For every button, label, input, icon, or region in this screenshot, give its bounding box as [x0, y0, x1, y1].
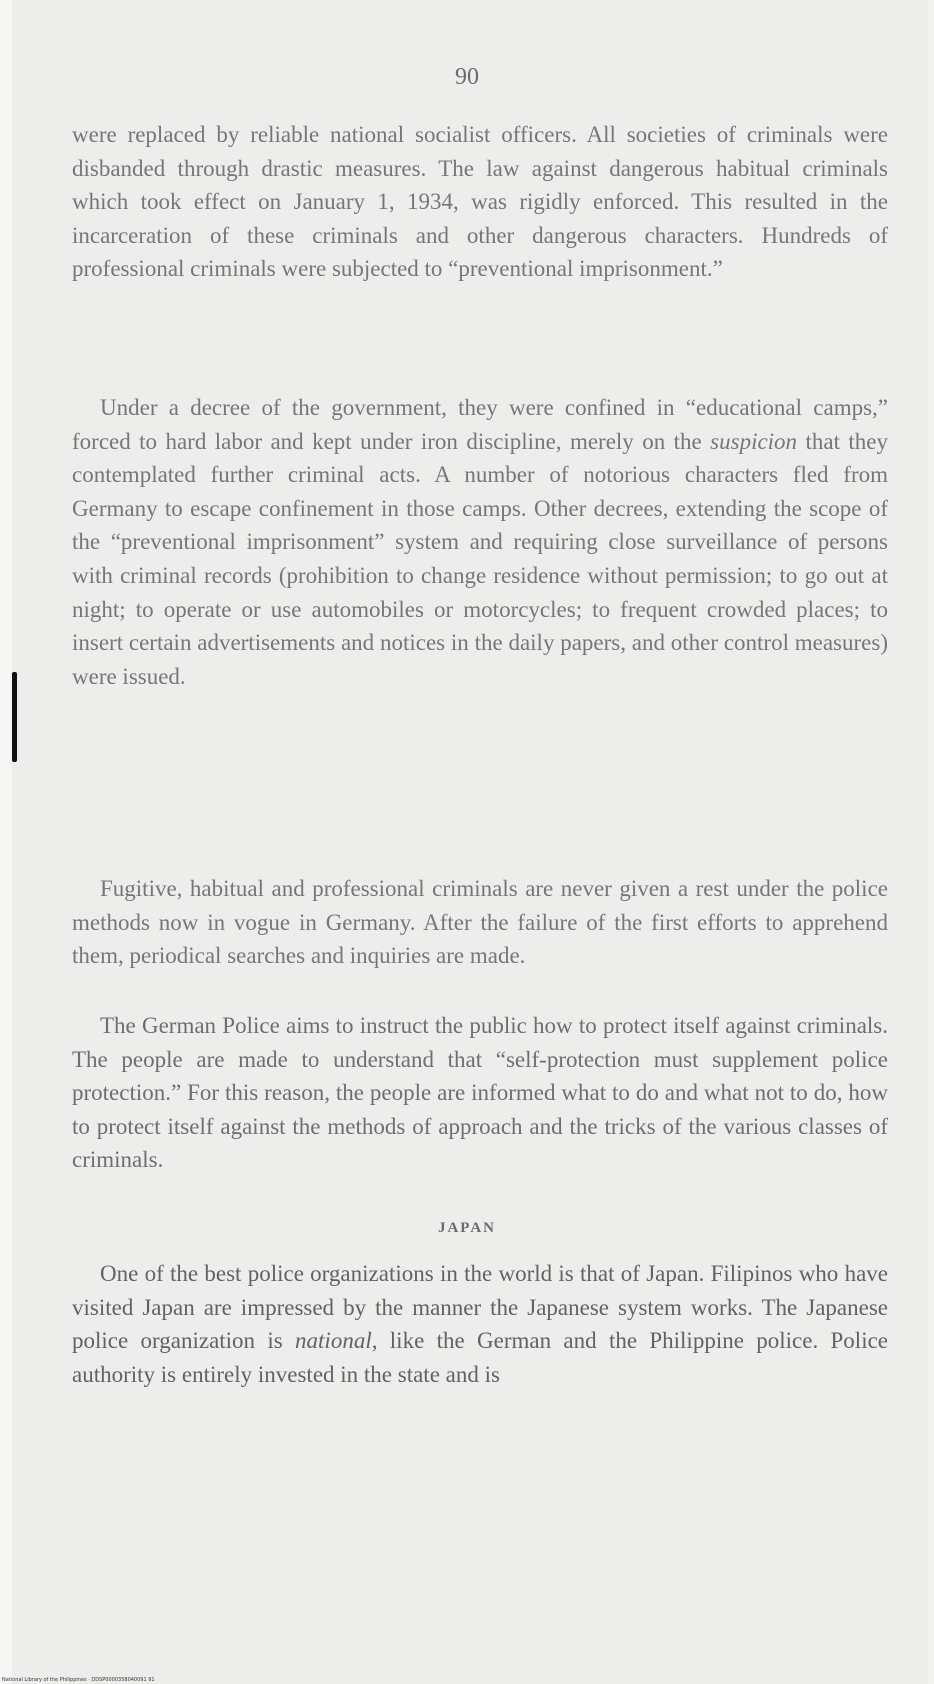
paragraph-2 [72, 391, 888, 693]
paragraph-1 [72, 118, 888, 286]
binding-mark [12, 672, 17, 762]
paragraph-5-after: , like the German and the Philippine police. Police authority is entirely invested in the state and is [72, 1328, 889, 1387]
page-right-edge [928, 0, 934, 1684]
paragraph-3 [72, 872, 888, 973]
paragraph-2-before: Under a decree of the government, they were confined in “educational camps,” forced to hard labor and kept under iron discipline, merely on the [72, 395, 888, 454]
paragraph-5 [72, 1257, 888, 1391]
paragraph-4-text: The German Police aims to instruct the public how to protect itself against criminals. The people are made to understand that “self-protection must supplement police protection.” For this reason, the people are informed what to do and what not to do, how to protect itself against the methods of approach and the tricks of the various classes of criminals. [72, 1013, 888, 1173]
section-heading-japan: JAPAN [437, 1220, 497, 1236]
paragraph-2-after: that they contemplated further criminal acts. A number of notorious characters fled from Germany to escape confinement in those camps. Other decrees, extending the scope of the “preventional imprisonment” system and requiring close surveillance of persons with criminal records (prohibition to change residence without permission; to go out at night; to operate or use automobiles or motorcycles; to frequent crowded places; to insert certain advertisements and notices in the daily papers, and other control measures) were issued. [72, 428, 888, 689]
paragraph-1-text: were replaced by reliable national socialist officers. All societies of criminals were disbanded through drastic measures. The law against dangerous habitual criminals which took effect on January 1, 1934, was rigidly enforced. This resulted in the incarceration of these criminals and other dangerous characters. Hundreds of professional criminals were subjected to “preventional imprisonment.” [72, 122, 888, 282]
page-number: 90 [455, 64, 479, 90]
paragraph-5-text [72, 1257, 888, 1391]
page-left-edge [0, 0, 12, 1684]
archive-footer-tag: National Library of the Philippines · DDSP0000358040091 91 [2, 1677, 155, 1683]
paragraph-5-emphasis: national [295, 1328, 372, 1354]
paragraph-2-text [72, 391, 888, 693]
paragraph-4 [72, 1009, 888, 1177]
paragraph-2-emphasis: suspicion [710, 428, 798, 454]
paragraph-5-before: One of the best police organizations in the world is that of Japan. Filipinos who have visited Japan are impressed by the manner the Japanese system works. The Japanese police organization is [72, 1261, 888, 1354]
paragraph-3-text: Fugitive, habitual and professional criminals are never given a rest under the police methods now in vogue in Germany. After the failure of the first efforts to apprehend them, periodical searches and inquiries are made. [72, 876, 888, 969]
